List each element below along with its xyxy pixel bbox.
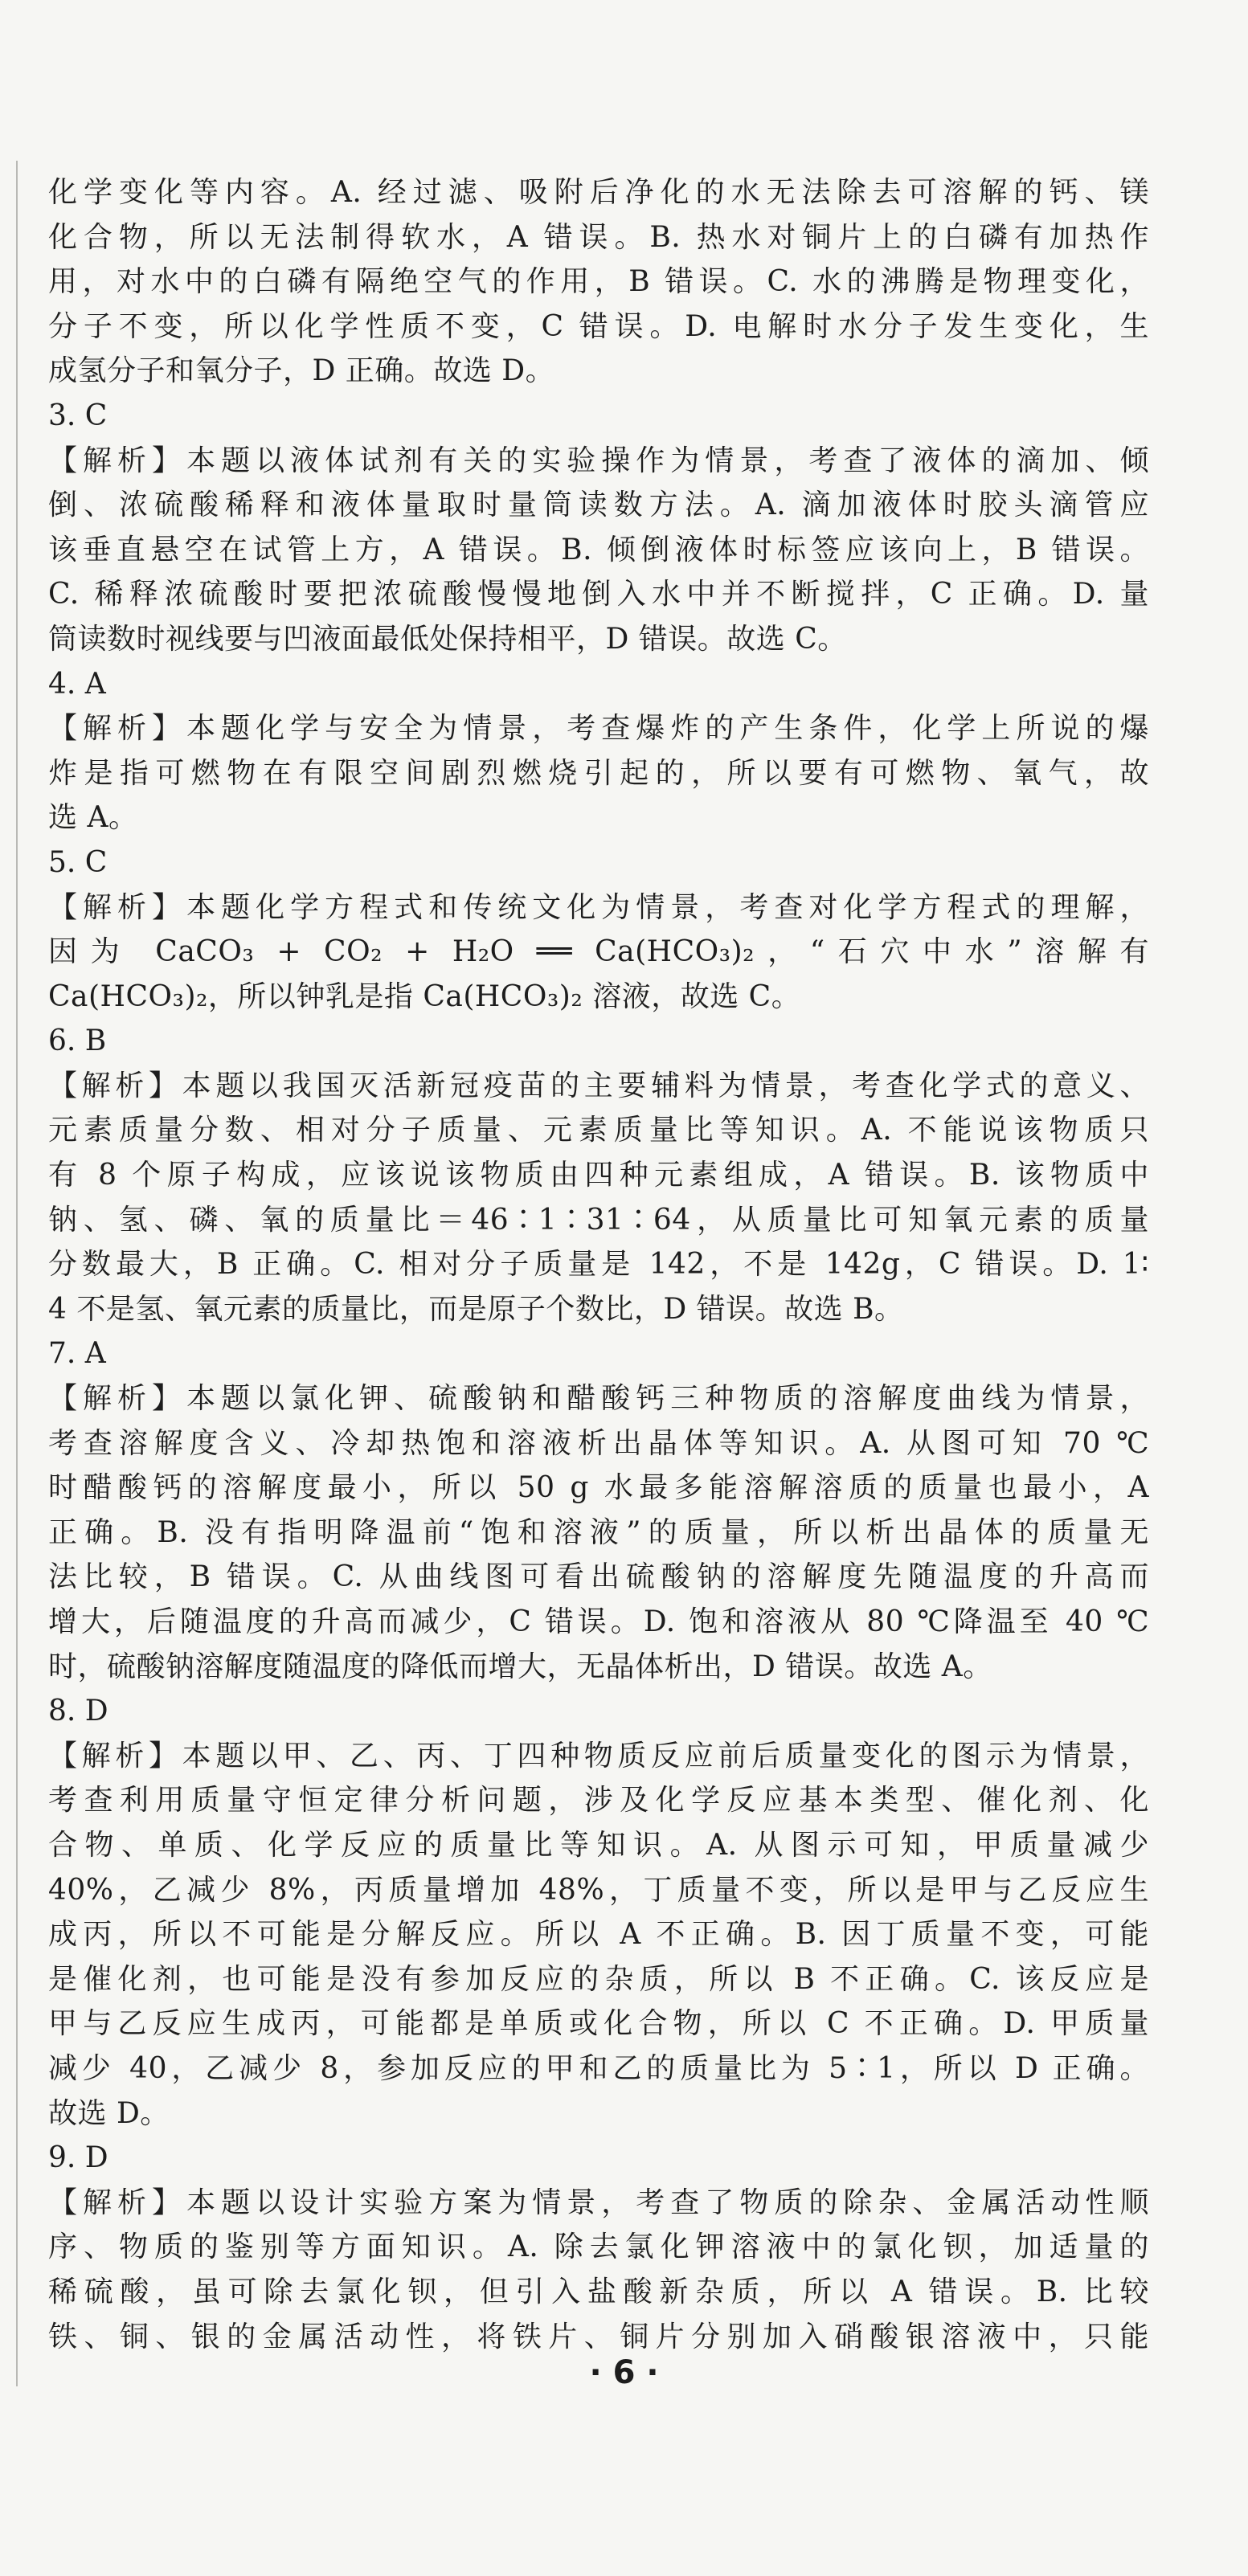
text-line: 成丙，所以不可能是分解反应。所以 A 不正确。B. 因丁质量不变，可能 [48, 1918, 1149, 1952]
text-line: 稀硫酸，虽可除去氯化钡，但引入盐酸新杂质，所以 A 错误。B. 比较 [48, 2275, 1149, 2308]
text-line: 时醋酸钙的溶解度最小，所以 50 g 水最多能溶解溶质的质量也最小，A [48, 1471, 1149, 1505]
text-line: 正确。B. 没有指明降温前“饱和溶液”的质量，所以析出晶体的质量无 [48, 1515, 1149, 1549]
text-line: 甲与乙反应生成丙，可能都是单质或化合物，所以 C 不正确。D. 甲质量 [48, 2007, 1149, 2041]
text-line: 筒读数时视线要与凹液面最低处保持相平，D 错误。故选 C。 [48, 622, 847, 656]
text-line: 考查溶解度含义、冷却热饱和溶液析出晶体等知识。A. 从图可知 70 ℃ [48, 1426, 1149, 1460]
question-9 [48, 2136, 1149, 2359]
text-line: 炸是指可燃物在有限空间剧烈燃烧引起的，所以要有可燃物、氧气，故 [48, 756, 1149, 790]
text-line: 因为 CaCO₃ + CO₂ + H₂O ══ Ca(HCO₃)₂，“石穴中水”溶解有 [48, 935, 1149, 969]
text-line: 化合物，所以无法制得软水，A 错误。B. 热水对铜片上的白磷有加热作 [48, 220, 1149, 254]
text-line: 选 A。 [48, 801, 138, 835]
text-line: 序、物质的鉴别等方面知识。A. 除去氯化钾溶液中的氯化钡，加适量的 [48, 2230, 1149, 2264]
text-line: 用，对水中的白磷有隔绝空气的作用，B 错误。C. 水的沸腾是物理变化， [48, 265, 1149, 299]
question-number: 5. C [48, 845, 108, 879]
question-number: 4. A [48, 667, 106, 701]
text-line: 增大，后随温度的升高而减少，C 错误。D. 饱和溶液从 80 ℃降温至 40 ℃ [48, 1605, 1149, 1638]
question-number: 9. D [48, 2141, 108, 2175]
page-number: · 6 · [589, 2354, 659, 2391]
text-line: 【解析】本题化学与安全为情景，考查爆炸的产生条件，化学上所说的爆 [48, 712, 1149, 746]
answer-content [48, 170, 1149, 2359]
text-line: 倒、浓硫酸稀释和液体量取时量筒读数方法。A. 滴加液体时胶头滴管应 [48, 489, 1149, 522]
text-line: 【解析】本题以氯化钾、硫酸钠和醋酸钙三种物质的溶解度曲线为情景， [48, 1382, 1149, 1416]
question-4 [48, 662, 1149, 840]
text-line: 成氢分子和氧分子，D 正确。故选 D。 [48, 354, 555, 388]
question-3 [48, 394, 1149, 662]
text-line: 故选 D。 [48, 2096, 170, 2130]
text-line: 【解析】本题以设计实验方案为情景，考查了物质的除杂、金属活动性顺 [48, 2186, 1149, 2219]
text-line: 合物、单质、化学反应的质量比等知识。A. 从图示可知，甲质量减少 [48, 1828, 1149, 1862]
text-line: 【解析】本题以液体试剂有关的实验操作为情景，考查了液体的滴加、倾 [48, 444, 1149, 477]
text-line: 【解析】本题以我国灭活新冠疫苗的主要辅料为情景，考查化学式的意义、 [48, 1069, 1149, 1102]
lead-paragraph [48, 170, 1149, 394]
question-number: 6. B [48, 1024, 107, 1058]
text-line: 有 8 个原子构成，应该说该物质由四种元素组成，A 错误。B. 该物质中 [48, 1159, 1149, 1192]
question-6 [48, 1019, 1149, 1331]
text-line: Ca(HCO₃)₂，所以钟乳是指 Ca(HCO₃)₂ 溶液，故选 C。 [48, 979, 801, 1013]
question-5 [48, 840, 1149, 1019]
question-number: 7. A [48, 1337, 106, 1371]
text-line: 【解析】本题化学方程式和传统文化为情景，考查对化学方程式的理解， [48, 890, 1149, 924]
question-7 [48, 1331, 1149, 1689]
text-line: 40%，乙减少 8%，丙质量增加 48%，丁质量不变，所以是甲与乙反应生 [48, 1873, 1149, 1907]
text-line: 【解析】本题以甲、乙、丙、丁四种物质反应前后质量变化的图示为情景， [48, 1739, 1149, 1773]
text-line: 元素质量分数、相对分子质量、元素质量比等知识。A. 不能说该物质只 [48, 1114, 1149, 1147]
text-line: 分数最大，B 正确。C. 相对分子质量是 142，不是 142g，C 错误。D. 1∶ [48, 1248, 1149, 1282]
text-line: 化学变化等内容。A. 经过滤、吸附后净化的水无法除去可溶解的钙、镁 [48, 176, 1149, 209]
question-8 [48, 1689, 1149, 2136]
text-line: 分子不变，所以化学性质不变，C 错误。D. 电解时水分子发生变化，生 [48, 309, 1149, 343]
text-line: 是催化剂，也可能是没有参加反应的杂质，所以 B 不正确。C. 该反应是 [48, 1962, 1149, 1996]
text-line: 减少 40，乙减少 8，参加反应的甲和乙的质量比为 5∶1，所以 D 正确。 [48, 2051, 1149, 2085]
margin-rule [16, 161, 18, 2386]
text-line: C. 稀释浓硫酸时要把浓硫酸慢慢地倒入水中并不断搅拌，C 正确。D. 量 [48, 578, 1149, 611]
text-line: 钠、氢、磷、氧的质量比＝46∶1∶31∶64，从质量比可知氧元素的质量 [48, 1203, 1149, 1237]
question-number: 3. C [48, 399, 108, 432]
text-line: 考查利用质量守恒定律分析问题，涉及化学反应基本类型、催化剂、化 [48, 1784, 1149, 1818]
text-line: 法比较，B 错误。C. 从曲线图可看出硫酸钠的溶解度先随温度的升高而 [48, 1560, 1149, 1594]
text-line: 铁、铜、银的金属活动性，将铁片、铜片分别加入硝酸银溶液中，只能 [48, 2320, 1149, 2353]
question-number: 8. D [48, 1695, 108, 1728]
text-line: 该垂直悬空在试管上方，A 错误。B. 倾倒液体时标签应该向上，B 错误。 [48, 533, 1149, 566]
text-line: 4 不是氢、氧元素的质量比，而是原子个数比，D 错误。故选 B。 [48, 1292, 904, 1326]
text-line: 时，硫酸钠溶解度随温度的降低而增大，无晶体析出，D 错误。故选 A。 [48, 1650, 992, 1683]
